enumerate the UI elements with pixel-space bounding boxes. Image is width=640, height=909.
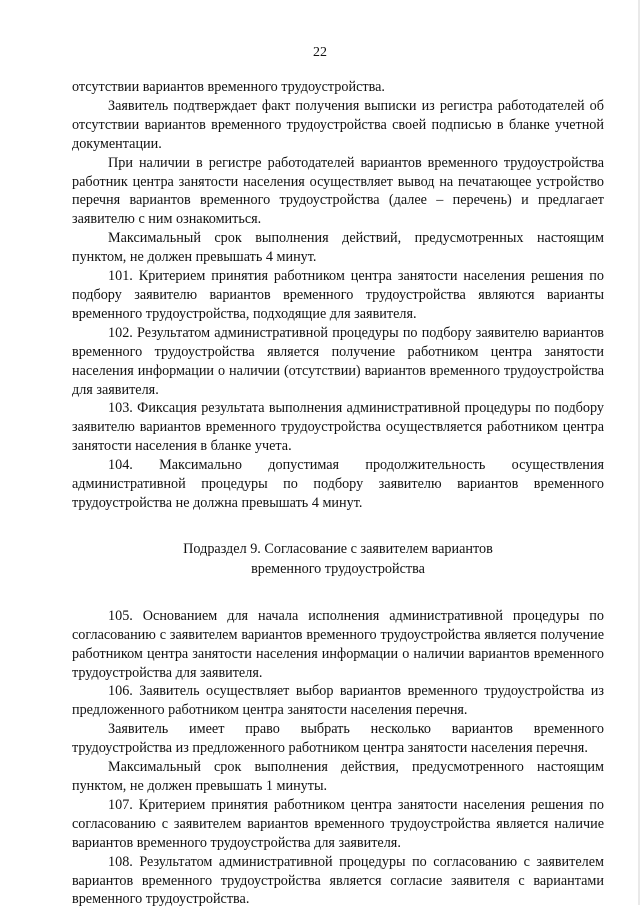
section-after-heading xyxy=(72,607,604,909)
section-before-heading xyxy=(72,78,604,513)
paragraph: 103. Фиксация результата выполнения административной процедуры по подбору заявителю вариантов временного трудоустройства осуществляется работником центра занятости населения в бланке учета. xyxy=(72,400,604,455)
subsection-heading-line-1: Подраздел 9. Согласование с заявителем вариантов xyxy=(183,540,493,557)
page-number: 22 xyxy=(313,45,327,60)
paragraph: отсутствии вариантов временного трудоустройства. xyxy=(72,79,385,95)
document-body xyxy=(72,78,604,909)
paragraph: Максимальный срок выполнения действия, предусмотренного настоящим пунктом, не должен превышать 1 минуты. xyxy=(72,759,604,794)
paragraph: Заявитель подтверждает факт получения выписки из регистра работодателей об отсутствии вариантов временного трудоустройства своей подписью в бланке учетной документации. xyxy=(72,97,604,152)
paragraph: 101. Критерием принятия работником центра занятости населения решения по подбору заявителю вариантов временного трудоустройства являются варианты временного трудоустройства, подходящие для заявителя. xyxy=(72,268,604,322)
paragraph: Максимальный срок выполнения действий, предусмотренных настоящим пунктом, не должен превышать 4 минут. xyxy=(72,230,604,266)
paragraph: 104. Максимально допустимая продолжительность осуществления административной процедуры по подбору заявителю вариантов временного трудоустройства не должна превышать 4 минут. xyxy=(72,457,604,511)
subsection-heading-line-2: временного трудоустройства xyxy=(251,560,425,577)
paragraph: 105. Основанием для начала исполнения административной процедуры по согласованию с заявителем вариантов временного трудоустройства является получение работником центра занятости населения информации о наличии вариантов временного трудоустройства для заявителя. xyxy=(72,607,604,681)
paragraph: 102. Результатом административной процедуры по подбору заявителю вариантов временного трудоустройства является получение работником центра занятости населения информации о наличии (отсутствии) вариантов временного трудоустройства для заявителя. xyxy=(72,324,604,398)
paragraph: При наличии в регистре работодателей вариантов временного трудоустройства работник центра занятости населения осуществляет вывод на печатающее устройство перечня вариантов временного трудоустройства (далее – перечень) и предлагает заявителю с ним ознакомиться. xyxy=(72,154,604,228)
subsection-heading xyxy=(72,539,604,579)
paragraph: Заявитель имеет право выбрать несколько вариантов временного трудоустройства из предложенного работником центра занятости населения перечня. xyxy=(72,721,604,757)
paragraph: 106. Заявитель осуществляет выбор вариантов временного трудоустройства из предложенного работником центра занятости населения перечня. xyxy=(72,683,604,719)
paragraph: 108. Результатом административной процедуры по согласованию с заявителем вариантов временного трудоустройства является согласие заявителя с вариантами временного трудоустройства. xyxy=(72,853,604,908)
paragraph: 107. Критерием принятия работником центра занятости населения решения по согласованию с заявителем вариантов временного трудоустройства является наличие вариантов временного трудоустройства для заявителя. xyxy=(72,796,604,851)
